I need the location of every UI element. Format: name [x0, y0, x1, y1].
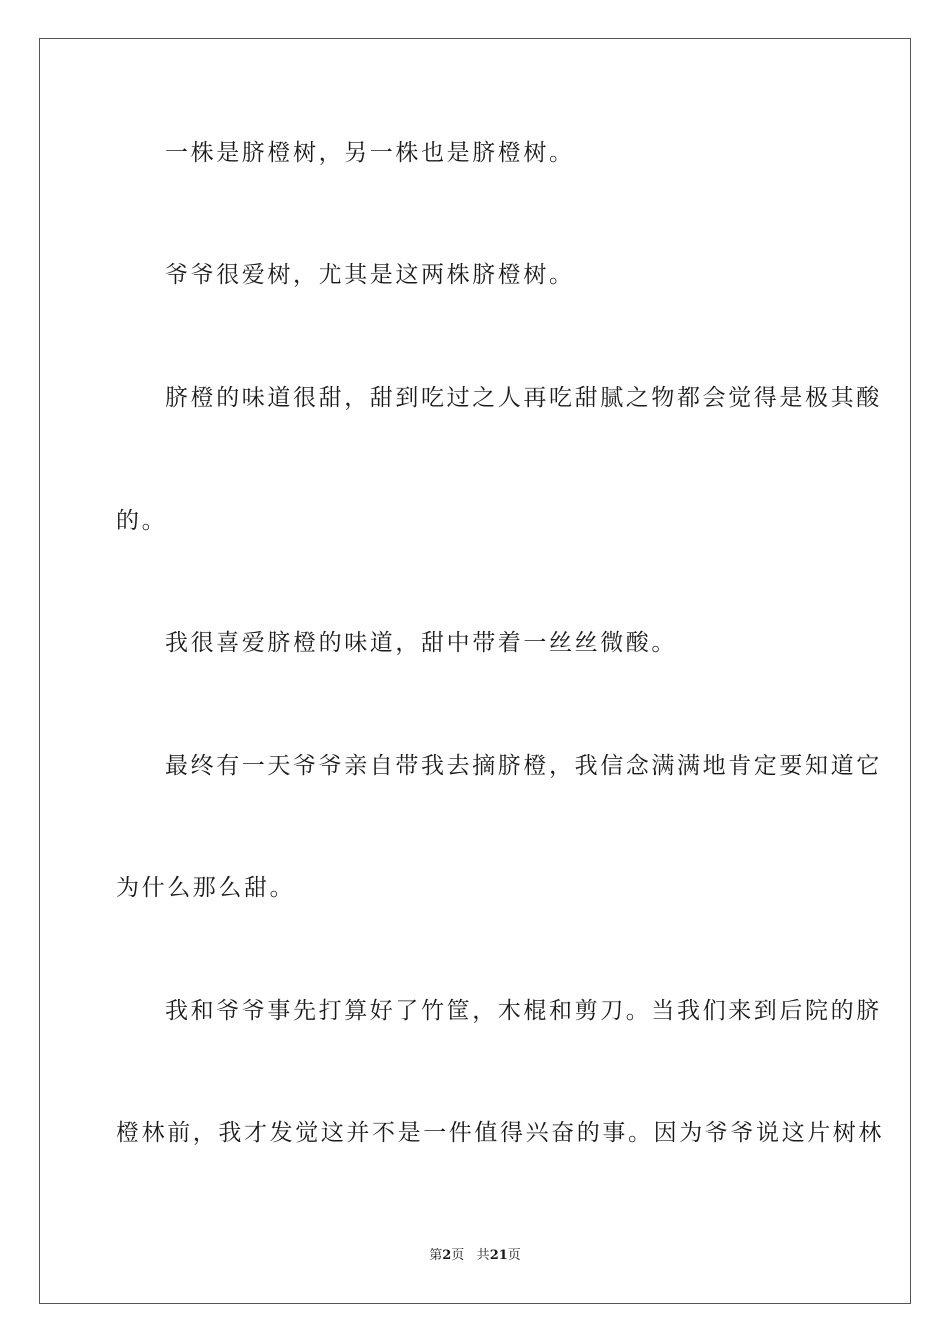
paragraph-line: 为什么那么甜。: [116, 875, 296, 901]
page-footer: [0, 1247, 950, 1265]
paragraph-line: 一株是脐橙树，另一株也是脐橙树。: [165, 140, 575, 166]
footer-total-prefix: 共: [476, 1248, 490, 1263]
paragraph-line: 我和爷爷事先打算好了竹筐，木棍和剪刀。当我们来到后院的脐: [165, 998, 882, 1024]
paragraph-line: 脐橙的味道很甜，甜到吃过之人再吃甜腻之物都会觉得是极其酸: [165, 385, 882, 411]
footer-total-suffix: 页: [507, 1248, 521, 1263]
footer-page-suffix: 页: [451, 1248, 465, 1263]
paragraph-line: 橙林前，我才发觉这并不是一件值得兴奋的事。因为爷爷说这片树林: [116, 1120, 884, 1146]
total-page-count: 21: [489, 1248, 508, 1263]
page-border: [39, 38, 911, 1304]
paragraph-line: 最终有一天爷爷亲自带我去摘脐橙，我信念满满地肯定要知道它: [165, 753, 882, 779]
current-page-number: 2: [442, 1248, 452, 1263]
paragraph-line: 我很喜爱脐橙的味道，甜中带着一丝丝微酸。: [165, 630, 677, 656]
paragraph-line: 爷爷很爱树，尤其是这两株脐橙树。: [165, 262, 575, 288]
footer-prefix: 第: [429, 1248, 443, 1263]
paragraph-line: 的。: [116, 508, 168, 534]
